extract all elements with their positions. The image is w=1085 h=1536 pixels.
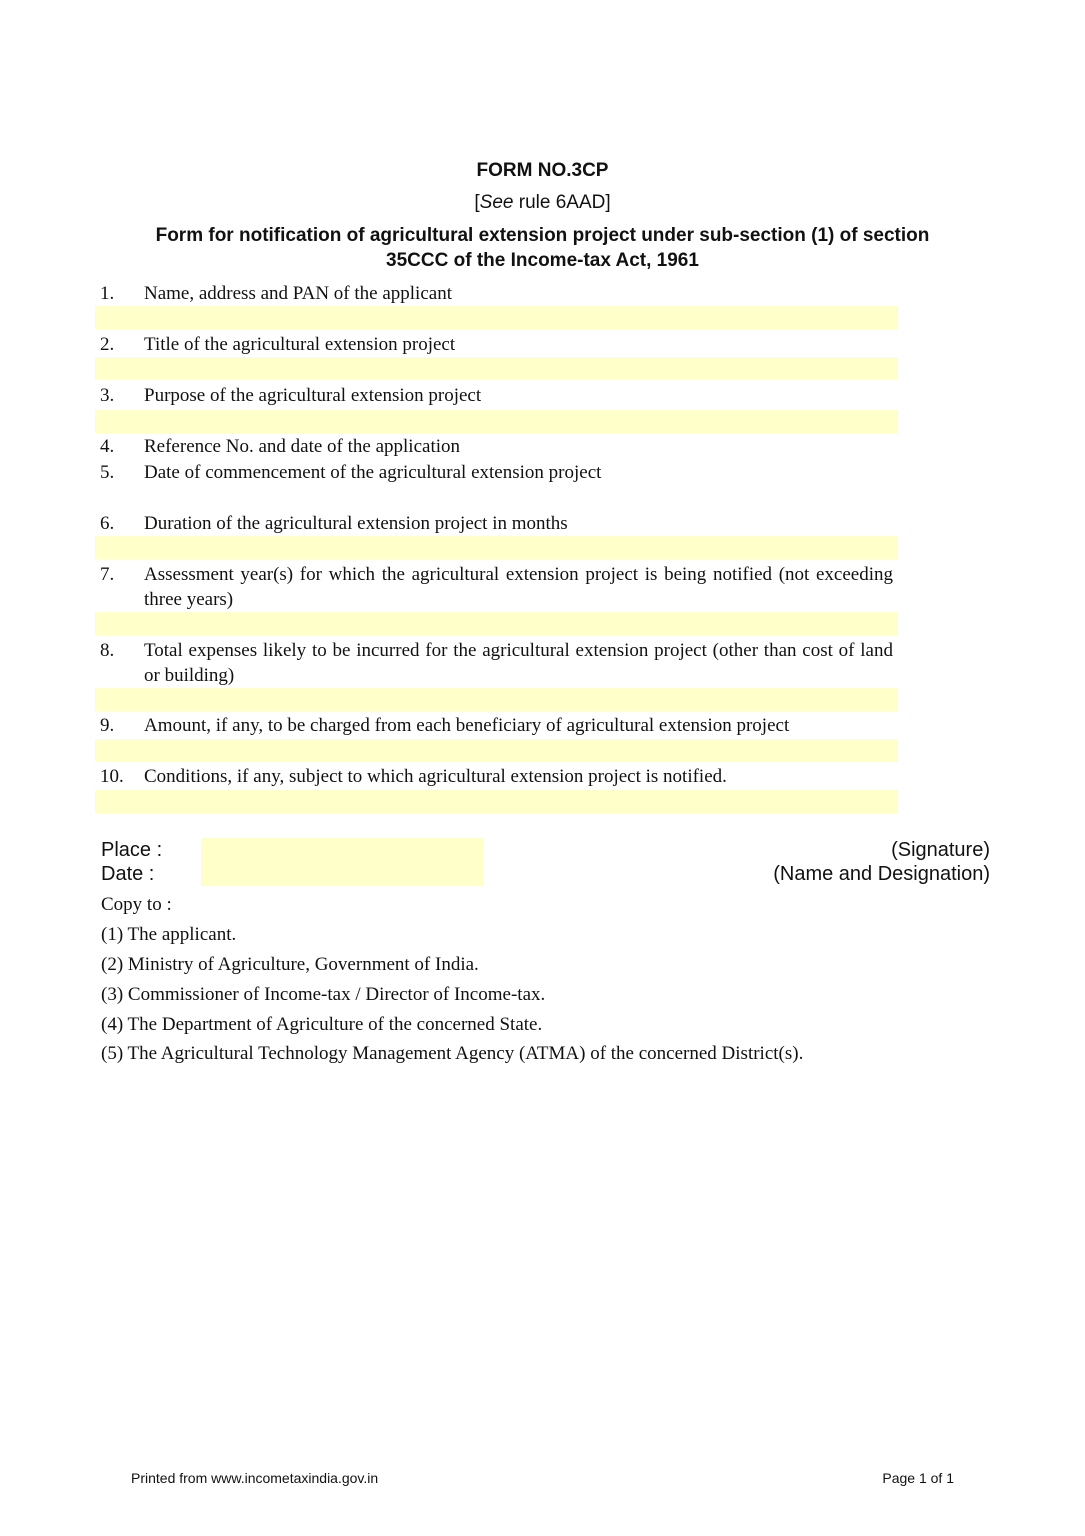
footer-printed-from: Printed from www.incometaxindia.gov.in: [131, 1470, 379, 1486]
item-label: Title of the agricultural extension project: [144, 334, 456, 355]
item-number: 1.: [100, 283, 115, 304]
item-number: 8.: [100, 640, 115, 661]
copy-to-entry-5: (5) The Agricultural Technology Management Agency (ATMA) of the concerned District(s).: [101, 1043, 804, 1064]
see-rule-open: [: [474, 192, 480, 213]
copy-to-heading: Copy to :: [101, 894, 172, 915]
date-label: Date :: [101, 863, 155, 885]
item-label: Conditions, if any, subject to which agricultural extension project is notified.: [144, 766, 727, 787]
item-label: Name, address and PAN of the applicant: [144, 283, 452, 304]
copy-to-entry-4: (4) The Department of Agriculture of the concerned State.: [101, 1014, 543, 1035]
item-number: 9.: [100, 715, 115, 736]
input-field-item-7[interactable]: [95, 612, 898, 635]
item-number: 7.: [100, 564, 115, 585]
input-field-item-10[interactable]: [95, 790, 898, 813]
item-label: Reference No. and date of the application: [144, 436, 460, 457]
input-field-item-2[interactable]: [95, 357, 898, 380]
item-number: 10.: [100, 766, 124, 787]
form-subtitle-line-1: Form for notification of agricultural extension project under sub-section (1) of section: [155, 225, 930, 246]
input-field-item-3[interactable]: [95, 410, 898, 433]
item-label: Date of commencement of the agricultural extension project: [144, 462, 602, 483]
item-label: Assessment year(s) for which the agricultural extension project is being notified (not exceeding three years): [144, 564, 893, 610]
signature-label: (Signature): [891, 839, 990, 861]
copy-to-entry-3: (3) Commissioner of Income-tax / Director of Income-tax.: [101, 984, 546, 1005]
item-label: Total expenses likely to be incurred for the agricultural extension project (other than cost of land or building): [144, 640, 893, 686]
item-number: 5.: [100, 462, 115, 483]
name-designation-label: (Name and Designation): [773, 863, 990, 885]
see-rule-italic: See: [479, 192, 514, 213]
item-number: 6.: [100, 513, 115, 534]
copy-to-entry-2: (2) Ministry of Agriculture, Government of India.: [101, 954, 479, 975]
item-number: 4.: [100, 436, 115, 457]
place-label: Place :: [101, 839, 163, 861]
item-number: 2.: [100, 334, 115, 355]
see-rule-reference: [0, 192, 1085, 214]
copy-to-entry-1: (1) The applicant.: [101, 924, 237, 945]
footer-page-number: Page 1 of 1: [882, 1470, 954, 1486]
form-subtitle-line-2: 35CCC of the Income-tax Act, 1961: [386, 250, 699, 271]
item-label: Duration of the agricultural extension project in months: [144, 513, 568, 534]
input-field-item-6[interactable]: [95, 536, 898, 559]
item-number: 3.: [100, 385, 115, 406]
item-label: Purpose of the agricultural extension project: [144, 385, 482, 406]
input-field-item-1[interactable]: [95, 306, 898, 329]
input-field-item-9[interactable]: [95, 739, 898, 762]
see-rule-rest: rule 6AAD]: [513, 192, 611, 213]
input-field-item-8[interactable]: [95, 688, 898, 711]
form-title: FORM NO.3CP: [476, 160, 609, 181]
place-date-input-field[interactable]: [201, 838, 484, 886]
item-label: Amount, if any, to be charged from each beneficiary of agricultural extension project: [144, 715, 790, 736]
